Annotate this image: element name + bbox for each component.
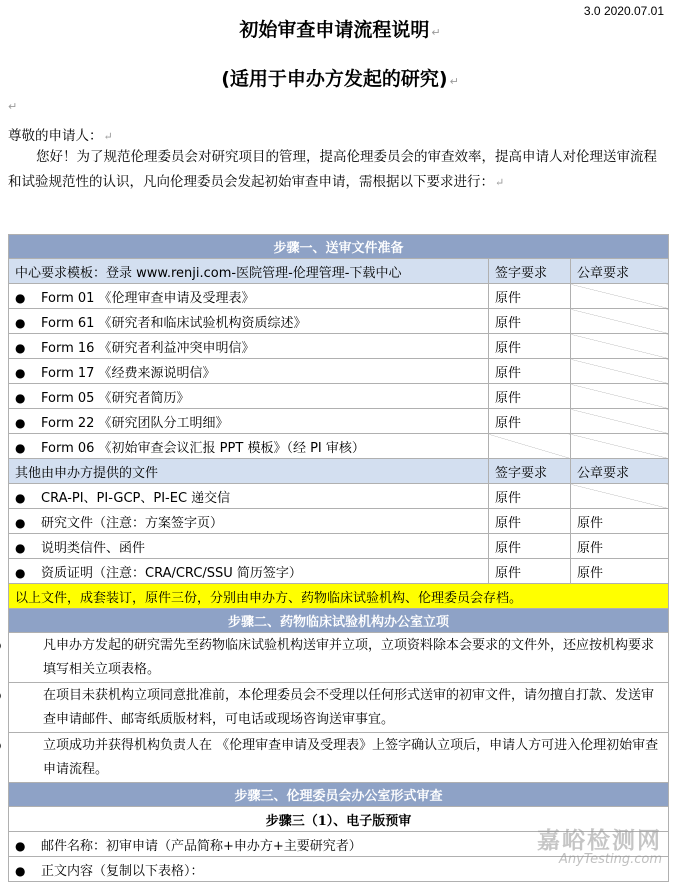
watermark-en: AnyTesting.com [558, 852, 662, 867]
sign-requirement-header: 签字要求 [489, 259, 571, 284]
sign-cell: 原件 [489, 534, 571, 559]
bullet-icon: ● [15, 490, 26, 505]
seal-cell: 原件 [571, 534, 669, 559]
step3-header-row [9, 783, 669, 807]
form-row [9, 384, 669, 409]
binding-note-row [9, 584, 669, 609]
step2-header-row [9, 609, 669, 633]
other-file-row [9, 559, 669, 584]
form-name: Form 16 《研究者利益冲突申明信》 [41, 340, 255, 356]
bullet-icon: ● [15, 415, 26, 430]
step3-item: 邮件名称：初审申请（产品简称+申办方+主要研究者） [41, 838, 362, 854]
step3-item: 正文内容（复制以下表格）： [41, 863, 204, 879]
document-title: 初始审查申请流程说明 ↵ [239, 19, 441, 41]
version-label: 3.0 2020.07.01 [583, 4, 664, 18]
seal-cell [571, 309, 669, 334]
seal-cell [571, 434, 669, 459]
bullet-icon [17, 633, 43, 657]
seal-cell [571, 409, 669, 434]
bullet-icon: ● [15, 540, 26, 555]
step1-title: 步骤一、送审文件准备 [9, 235, 669, 259]
other-file-name: 研究文件（注意：方案签字页） [41, 515, 224, 531]
step2-item: 凡申办方发起的研究需先至药物临床试验机构送审并立项，立项资料除本会要求的文件外，还应按机构要求填写相关立项表格。 [43, 638, 655, 677]
seal-requirement-header: 公章要求 [571, 459, 669, 484]
seal-cell [571, 334, 669, 359]
other-file-name: CRA-PI、PI-GCP、PI-EC 递交信 [41, 490, 231, 506]
sign-cell: 原件 [489, 409, 571, 434]
bullet-icon: ● [15, 565, 26, 580]
step2-title: 步骤二、药物临床试验机构办公室立项 [9, 609, 669, 633]
sign-cell: 原件 [489, 309, 571, 334]
step1-header-row [9, 235, 669, 259]
sign-cell: 原件 [489, 284, 571, 309]
seal-cell: 原件 [571, 509, 669, 534]
bullet-icon: ● [15, 863, 26, 878]
step3-title: 步骤三、伦理委员会办公室形式审查 [9, 783, 669, 807]
form-row [9, 409, 669, 434]
other-file-row [9, 534, 669, 559]
other-file-name: 说明类信件、函件 [41, 540, 146, 556]
seal-cell [571, 359, 669, 384]
greeting: 尊敬的申请人：↵ [8, 128, 113, 144]
form-row [9, 309, 669, 334]
seal-cell [571, 284, 669, 309]
sign-cell [489, 434, 571, 459]
other-file-row [9, 484, 669, 509]
bullet-icon: ● [15, 515, 26, 530]
bullet-icon: ● [15, 365, 26, 380]
form-row [9, 334, 669, 359]
form-row [9, 284, 669, 309]
step2-item: 在项目未获机构立项同意批准前，本伦理委员会不受理以任何形式送审的初审文件，请勿擅自打款、发送审查申请邮件、邮寄纸质版材料，可电话或现场咨询送审事宜。 [43, 688, 655, 727]
bullet-icon: ● [15, 390, 26, 405]
bullet-icon: ● [15, 315, 26, 330]
blank-paragraph-mark: ↵ [8, 100, 18, 113]
bullet-icon [17, 683, 43, 707]
form-row [9, 434, 669, 459]
process-table [8, 234, 669, 882]
step2-item-row [9, 683, 669, 733]
center-template-header: 中心要求模板：登录 www.renji.com-医院管理-伦理管理-下载中心 [9, 259, 489, 284]
bullet-icon: ● [15, 290, 26, 305]
sign-cell: 原件 [489, 559, 571, 584]
seal-requirement-header: 公章要求 [571, 259, 669, 284]
seal-cell [571, 484, 669, 509]
seal-cell [571, 384, 669, 409]
step2-item-row [9, 633, 669, 683]
bullet-icon [17, 733, 43, 757]
bullet-icon: ● [15, 340, 26, 355]
form-name: Form 05 《研究者简历》 [41, 390, 190, 406]
sign-cell: 原件 [489, 509, 571, 534]
other-files-header: 其他由申办方提供的文件 [9, 459, 489, 484]
seal-cell: 原件 [571, 559, 669, 584]
step2-item-row [9, 733, 669, 783]
bullet-icon: ● [15, 440, 26, 455]
other-file-row [9, 509, 669, 534]
form-name: Form 01 《伦理审查申请及受理表》 [41, 290, 255, 306]
form-name: Form 17 《经费来源说明信》 [41, 365, 216, 381]
other-files-header-row [9, 459, 669, 484]
document-subtitle: (适用于申办方发起的研究) ↵ [221, 68, 459, 90]
watermark-cn: 嘉峪检测网 [537, 828, 662, 854]
sign-cell: 原件 [489, 334, 571, 359]
center-template-header-row [9, 259, 669, 284]
step3-sub-title: 步骤三（1）、电子版预审 [9, 807, 669, 832]
form-name: Form 22 《研究团队分工明细》 [41, 415, 229, 431]
form-row [9, 359, 669, 384]
form-name: Form 61 《研究者和临床试验机构资质综述》 [41, 315, 307, 331]
other-file-name: 资质证明（注意：CRA/CRC/SSU 简历签字） [41, 565, 302, 581]
sign-requirement-header: 签字要求 [489, 459, 571, 484]
bullet-icon: ● [15, 838, 26, 853]
sign-cell: 原件 [489, 359, 571, 384]
intro-paragraph: 您好！为了规范伦理委员会对研究项目的管理，提高伦理委员会的审查效率，提高申请人对伦理送审流程和试验规范性的认识，凡向伦理委员会发起初始审查申请，需根据以下要求进行：↵ [8, 149, 657, 190]
binding-note: 以上文件，成套装订，原件三份，分别由申办方、药物临床试验机构、伦理委员会存档。 [9, 584, 669, 609]
step2-item: 立项成功并获得机构负责人在 《伦理审查申请及受理表》上签字确认立项后，申请人方可进入伦理初始审查申请流程。 [43, 738, 659, 777]
sign-cell: 原件 [489, 384, 571, 409]
form-name: Form 06 《初始审查会议汇报 PPT 模板》（经 PI 审核） [41, 440, 365, 456]
sign-cell: 原件 [489, 484, 571, 509]
